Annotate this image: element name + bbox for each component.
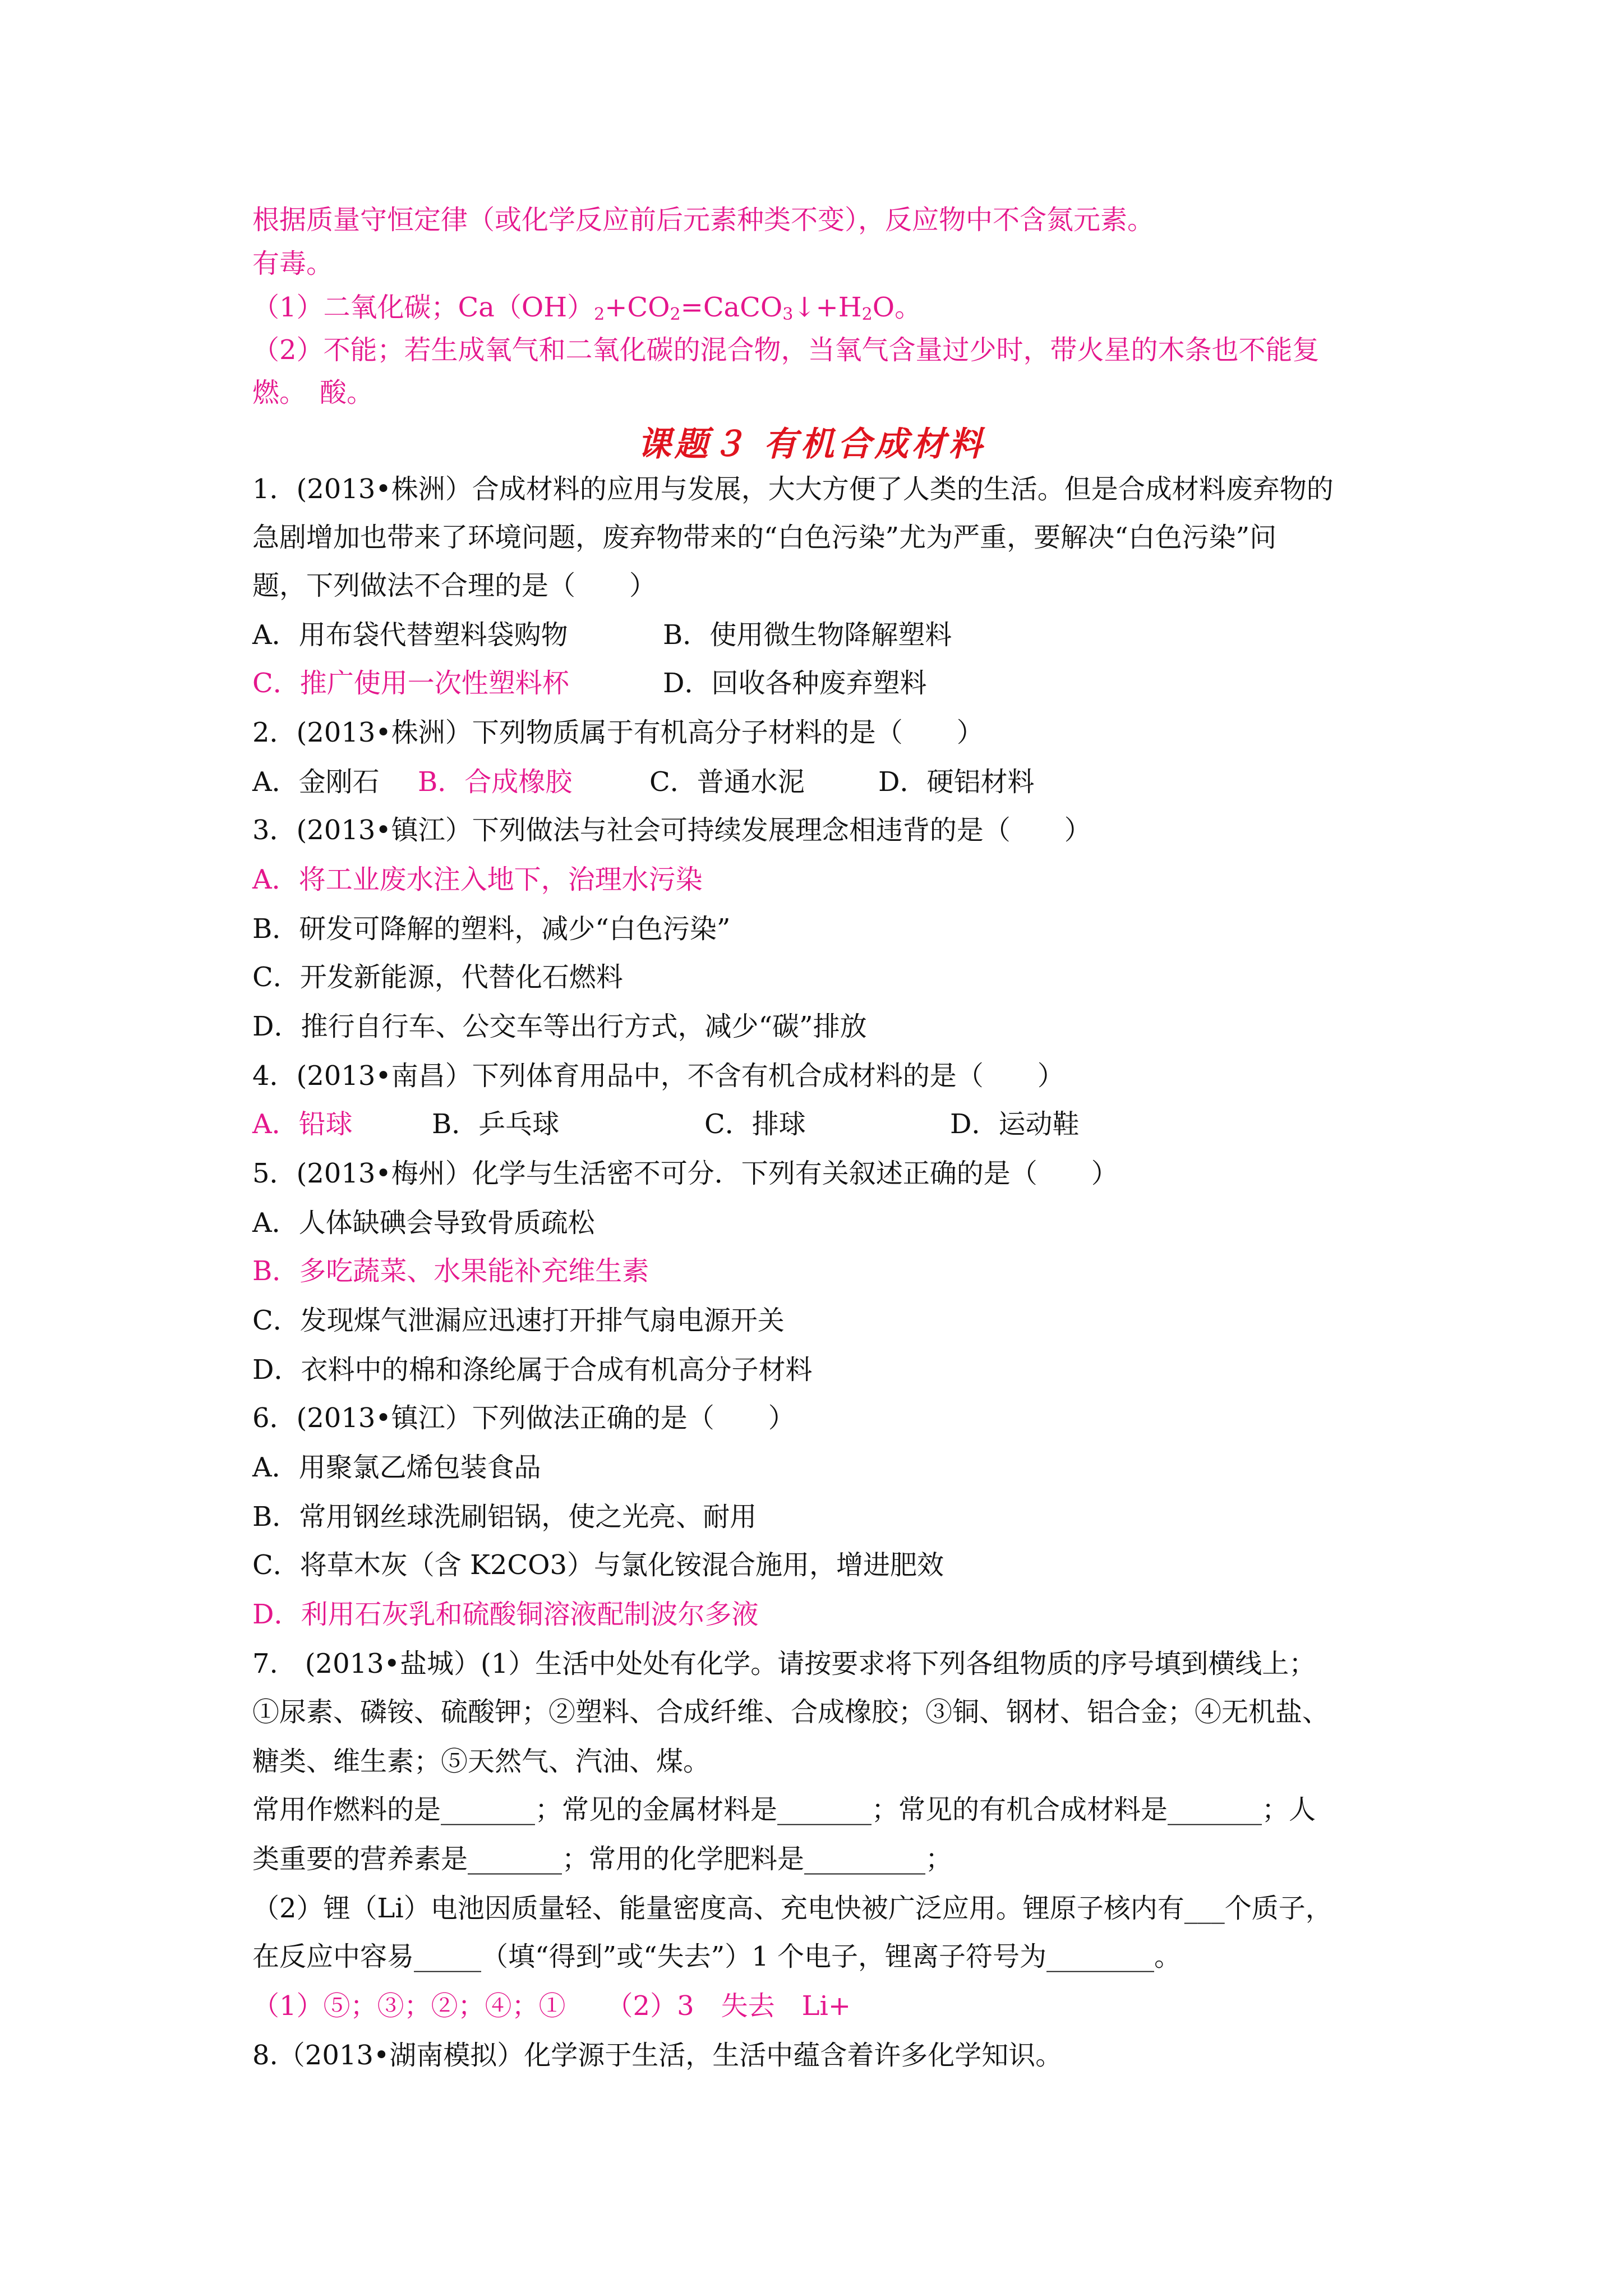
subscript: 2	[670, 305, 681, 324]
answer-line-4: （2）不能；若生成氧气和二氧化碳的混合物，当氧气含量过少时，带火星的木条也不能复	[252, 334, 1320, 366]
q1-stem-2: 急剧增加也带来了环境问题，废弃物带来的“白色污染”尤为严重，要解决“白色污染”问	[252, 522, 1277, 553]
q5-option-d: D．衣料中的棉和涤纶属于合成有机高分子材料	[252, 1354, 813, 1386]
q6-stem: 6．(2013•镇江）下列做法正确的是（ ）	[252, 1402, 795, 1434]
q3-stem: 3．(2013•镇江）下列做法与社会可持续发展理念相违背的是（ ）	[252, 815, 1091, 846]
q7-part2-2: 在反应中容易_____（填“得到”或“失去”）1 个电子，锂离子符号为________。	[252, 1941, 1181, 1972]
q2-option-b: B．合成橡胶	[418, 766, 573, 798]
q3-option-d: D．推行自行车、公交车等出行方式，减少“碳”排放	[252, 1011, 867, 1042]
q7-fill-1: 常用作燃料的是_______；常见的金属材料是_______；常见的有机合成材料是_______；人	[252, 1794, 1316, 1825]
q7-options-2: 糖类、维生素；⑤天然气、汽油、煤。	[252, 1746, 711, 1777]
q4-option-c: C．排球	[704, 1108, 806, 1140]
answer-line-3-e: O。	[872, 292, 922, 323]
q3-option-c: C．开发新能源，代替化石燃料	[252, 961, 623, 993]
q7-part2-1: （2）锂（Li）电池因质量轻、能量密度高、充电快被广泛应用。锂原子核内有___个质子，	[252, 1893, 1332, 1924]
subscript: 3	[782, 305, 794, 324]
q1-option-c: C．推广使用一次性塑料杯	[252, 668, 569, 699]
q7-stem: 7. (2013•盐城）(1）生活中处处有化学。请按要求将下列各组物质的序号填到横线上；	[252, 1648, 1316, 1680]
q1-option-b: B．使用微生物降解塑料	[663, 619, 952, 651]
q7-fill-2: 类重要的营养素是_______；常用的化学肥料是_________；	[252, 1843, 953, 1875]
q6-option-a: A．用聚氯乙烯包装食品	[252, 1452, 541, 1483]
answer-line-3-d: ↓+H	[793, 292, 862, 323]
answer-line-5: 燃。 酸。	[252, 377, 374, 408]
q2-option-d: D．硬铝材料	[878, 766, 1035, 798]
q1-stem-1: 1．(2013•株洲）合成材料的应用与发展，大大方便了人类的生活。但是合成材料废弃物的	[252, 473, 1334, 505]
answer-line-3-c: =CaCO	[680, 292, 783, 323]
q6-option-d: D．利用石灰乳和硫酸铜溶液配制波尔多液	[252, 1599, 759, 1630]
q3-option-a: A．将工业废水注入地下，治理水污染	[252, 864, 703, 895]
answer-line-3	[252, 289, 921, 325]
q2-option-c: C．普通水泥	[649, 766, 805, 798]
q7-options-1: ①尿素、磷铵、硫酸钾；②塑料、合成纤维、合成橡胶；③铜、钢材、铝合金；④无机盐、	[252, 1696, 1330, 1728]
q1-option-d: D．回收各种废弃塑料	[663, 668, 927, 699]
q6-option-c: C．将草木灰（含 K2CO3）与氯化铵混合施用，增进肥效	[252, 1549, 944, 1581]
answer-line-3-a: （1）二氧化碳；Ca（OH）	[252, 292, 594, 323]
q3-option-b: B．研发可降解的塑料，减少“白色污染”	[252, 913, 731, 945]
q7-answer: （1）⑤；③；②；④；① （2）3 失去 Li+	[252, 1990, 851, 2022]
q4-stem: 4．(2013•南昌）下列体育用品中，不含有机合成材料的是（ ）	[252, 1060, 1064, 1092]
q5-stem: 5．(2013•梅州）化学与生活密不可分．下列有关叙述正确的是（ ）	[252, 1158, 1118, 1189]
answer-line-3-b: +CO	[605, 292, 670, 323]
q5-option-b: B．多吃蔬菜、水果能补充维生素	[252, 1255, 649, 1287]
q6-option-b: B．常用钢丝球洗刷铝锅，使之光亮、耐用	[252, 1501, 757, 1533]
q2-option-a: A．金刚石	[252, 766, 380, 798]
q2-stem: 2．(2013•株洲）下列物质属于有机高分子材料的是（ ）	[252, 717, 984, 748]
answer-line-2: 有毒。	[252, 248, 334, 279]
section-title: 课题３ 有机合成材料	[637, 425, 986, 464]
q5-option-c: C．发现煤气泄漏应迅速打开排气扇电源开关	[252, 1305, 785, 1336]
q4-option-d: D．运动鞋	[950, 1108, 1080, 1140]
answer-line-1: 根据质量守恒定律（或化学反应前后元素种类不变），反应物中不含氮元素。	[252, 204, 1155, 236]
q5-option-a: A．人体缺碘会导致骨质疏松	[252, 1207, 595, 1239]
q4-option-b: B．乒乓球	[432, 1108, 560, 1140]
q1-stem-3: 题，下列做法不合理的是（ ）	[252, 570, 657, 601]
q1-option-a: A．用布袋代替塑料袋购物	[252, 619, 568, 651]
q4-option-a: A．铅球	[252, 1108, 353, 1140]
subscript: 2	[594, 305, 605, 324]
subscript: 2	[861, 305, 873, 324]
q8-stem: 8.（2013•湖南模拟）化学源于生活，生活中蕴含着许多化学知识。	[252, 2040, 1063, 2071]
